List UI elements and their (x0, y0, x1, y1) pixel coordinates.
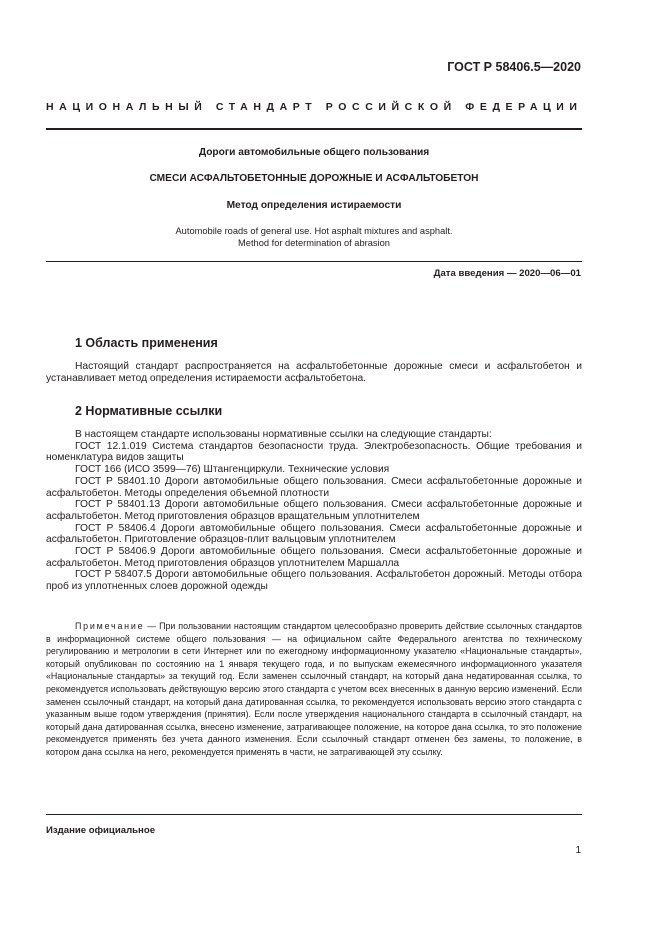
title-line-1: Дороги автомобильные общего пользования (198, 147, 430, 158)
section-1-paragraph: Настоящий стандарт распространяется на асфальтобетонные дорожные смеси и асфальтобетон и устанавливает метод определения истираемости асфальтобетона. (46, 361, 582, 384)
normative-reference: ГОСТ Р 58406.9 Дороги автомобильные общего пользования. Смеси асфальтобетонные дорожные и асфальтобетон. Метод приготовления образцов уплотнителем Маршалла (46, 546, 582, 569)
normative-reference: ГОСТ 12.1.019 Система стандартов безопасности труда. Электробезопасность. Общие требования и номенклатура видов защиты (46, 440, 582, 464)
document-code: ГОСТ Р 58406.5—2020 (447, 60, 581, 74)
normative-reference: ГОСТ Р 58407.5 Дороги автомобильные общего пользования. Асфальтобетон дорожный. Методы отбора проб из уплотненных слоев дорожной одежды (46, 569, 582, 593)
english-title-line-1: Automobile roads of general use. Hot asphalt mixtures and asphalt. (175, 226, 453, 236)
official-edition-label: Издание официальное (46, 825, 156, 836)
note-label: Примечание (75, 621, 145, 631)
section-1-heading: 1 Область применения (75, 336, 218, 350)
normative-reference: ГОСТ Р 58406.4 Дороги автомобильные общего пользования. Смеси асфальтобетонные дорожные и асфальтобетон. Приготовление образцов-плит вальцовым уплотнителем (46, 522, 582, 546)
title-rule (46, 261, 582, 262)
title-line-3: Метод определения истираемости (226, 200, 402, 211)
title-line-2: СМЕСИ АСФАЛЬТОБЕТОННЫЕ ДОРОЖНЫЕ И АСФАЛЬТОБЕТОН (149, 173, 479, 184)
footer-rule (46, 814, 582, 815)
reference-note (46, 620, 582, 759)
english-title-line-2: Method for determination of abrasion (238, 238, 390, 248)
normative-reference: ГОСТ 166 (ИСО 3599—76) Штангенциркули. Технические условия (75, 464, 390, 476)
section-1-body (46, 361, 582, 384)
section-2-heading: 2 Нормативные ссылки (75, 404, 223, 418)
normative-reference: ГОСТ Р 58401.10 Дороги автомобильные общего пользования. Смеси асфальтобетонные дорожные и асфальтобетон. Методы определения объемной плотности (46, 475, 582, 499)
national-standard-title: НАЦИОНАЛЬНЫЙ СТАНДАРТ РОССИЙСКОЙ ФЕДЕРАЦИИ (46, 101, 583, 113)
header-rule (46, 128, 582, 130)
page-number: 1 (575, 845, 581, 856)
section-2-intro: В настоящем стандарте использованы нормативные ссылки на следующие стандарты: (75, 429, 492, 440)
section-2-body (46, 429, 582, 593)
note-text: — При пользовании настоящим стандартом целесообразно проверить действие ссылочных стандартов в информационной системе общего пользования — на официальном сайте Федерального агентства по техническому регулированию и метрологии в сети Интернет или по ежегодному информационному указателю «Национальные стандарты», который опубликован по состоянию на 1 января текущего года, и по выпускам ежемесячного информационного указателя «Национальные стандарты» за текущий год. Если заменен ссылочный стандарт, на который дана недатированная ссылка, то рекомендуется использовать действующую версию этого стандарта с учетом всех внесенных в данную версию изменений. Если заменен ссылочный стандарт, на который дана датированная ссылка, то рекомендуется использовать версию этого стандарта с указанным выше годом утверждения (принятия). Если после утверждения национального стандарта в ссылочный стандарт, на который дана датированная ссылка, внесено изменение, затрагивающее положение, на которое дана ссылка, то это положение рекомендуется применять без учета данного изменения. Если ссылочный стандарт отменен без замены, то положение, в котором дана ссылка на него, рекомендуется применять в части, не затрагивающей эту ссылку. (46, 621, 582, 757)
introduction-date: Дата введения — 2020—06—01 (433, 268, 581, 279)
normative-reference: ГОСТ Р 58401.13 Дороги автомобильные общего пользования. Смеси асфальтобетонные дорожные и асфальтобетон. Метод приготовления образцов вращательным уплотнителем (46, 499, 582, 522)
